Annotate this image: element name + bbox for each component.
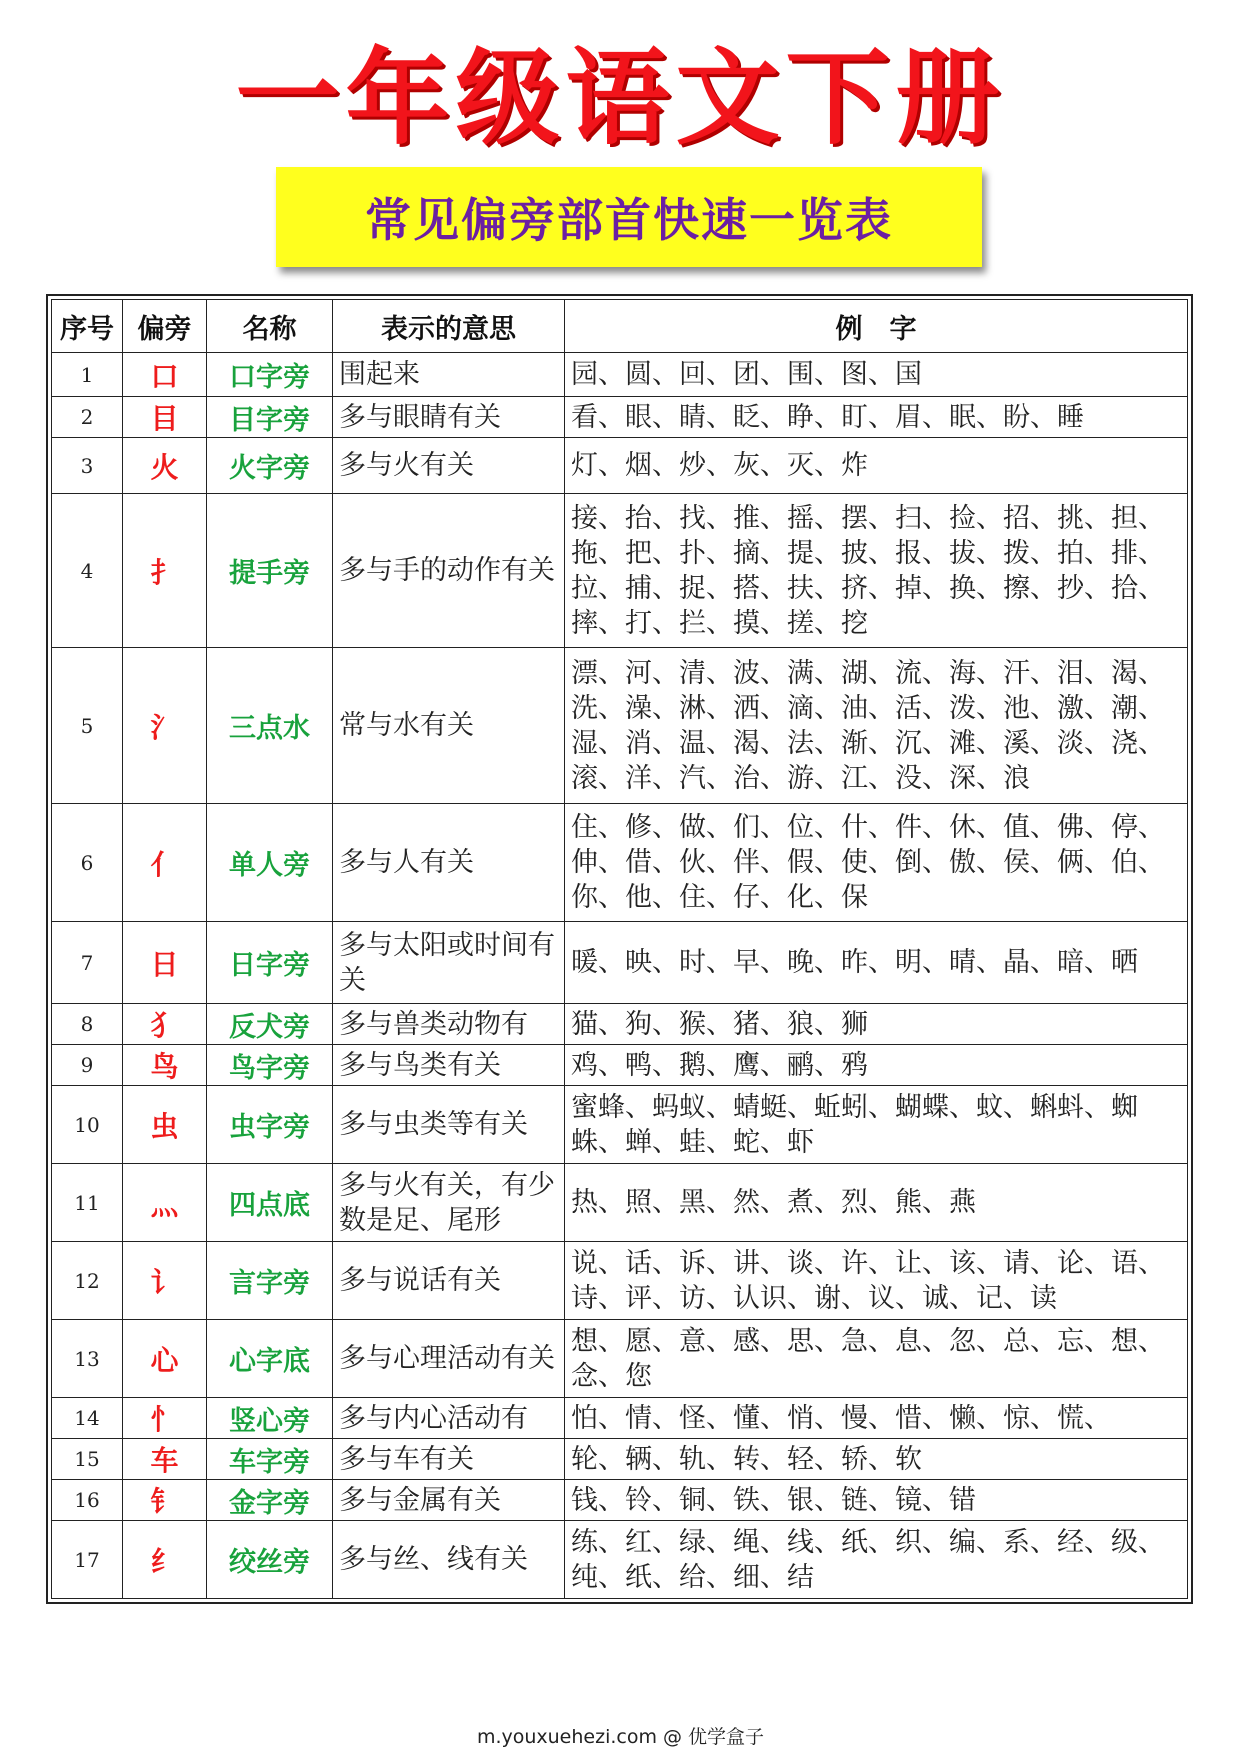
row-num: 6 [52, 804, 123, 922]
row-meaning: 多与火有关，有少数是足、尾形 [333, 1164, 565, 1242]
page-title: 一年级语文下册 [235, 37, 1006, 159]
row-num: 12 [52, 1242, 123, 1320]
row-num: 5 [52, 648, 123, 804]
row-radical: 忄 [123, 1398, 207, 1439]
row-name: 虫字旁 [207, 1086, 333, 1164]
row-examples: 说、话、诉、讲、谈、许、让、该、请、论、语、诗、评、访、认识、谢、议、诚、记、读 [565, 1242, 1188, 1320]
subtitle-banner [276, 167, 982, 267]
row-examples: 蜜蜂、蚂蚁、蜻蜓、蚯蚓、蝴蝶、蚊、蝌蚪、蜘蛛、蝉、蛙、蛇、虾 [565, 1086, 1188, 1164]
row-meaning: 多与虫类等有关 [333, 1086, 565, 1164]
row-name: 车字旁 [207, 1439, 333, 1480]
row-num: 4 [52, 494, 123, 648]
header-num: 序号 [52, 300, 123, 353]
table-row [52, 494, 1188, 648]
table-row [52, 922, 1188, 1004]
row-meaning: 多与心理活动有关 [333, 1320, 565, 1398]
row-examples: 园、圆、回、团、围、图、国 [565, 353, 1188, 397]
table-row [52, 1398, 1188, 1439]
row-name: 言字旁 [207, 1242, 333, 1320]
subtitle-text: 常见偏旁部首快速一览表 [365, 193, 893, 247]
row-name: 日字旁 [207, 922, 333, 1004]
row-num: 17 [52, 1521, 123, 1599]
table-row [52, 353, 1188, 397]
row-examples: 看、眼、睛、眨、睁、盯、眉、眠、盼、睡 [565, 397, 1188, 438]
table-row [52, 438, 1188, 494]
table-row [52, 397, 1188, 438]
row-radical: 火 [123, 438, 207, 494]
row-radical: 车 [123, 1439, 207, 1480]
row-radical: 钅 [123, 1480, 207, 1521]
row-examples-text: 漂、河、清、波、满、湖、流、海、汗、泪、渴、洗、澡、淋、洒、滴、油、活、泼、池、激、潮、湿、消、温、渴、法、渐、沉、滩、溪、淡、浇、滚、洋、汽、治、游、江、没、深、浪 [571, 657, 1165, 794]
row-num: 10 [52, 1086, 123, 1164]
row-meaning: 多与太阳或时间有关 [333, 922, 565, 1004]
row-num: 1 [52, 353, 123, 397]
table-row [52, 1086, 1188, 1164]
row-radical: 目 [123, 397, 207, 438]
row-examples: 热、照、黑、然、煮、烈、熊、燕 [565, 1164, 1188, 1242]
table-row [52, 1521, 1188, 1599]
row-meaning: 常与水有关 [333, 648, 565, 804]
row-meaning: 围起来 [333, 353, 565, 397]
table-row [52, 1242, 1188, 1320]
row-num: 13 [52, 1320, 123, 1398]
row-meaning: 多与眼睛有关 [333, 397, 565, 438]
row-name: 竖心旁 [207, 1398, 333, 1439]
row-num: 14 [52, 1398, 123, 1439]
row-radical: 亻 [123, 804, 207, 922]
row-meaning: 多与鸟类有关 [333, 1045, 565, 1086]
row-radical: 氵 [123, 648, 207, 804]
row-meaning: 多与内心活动有 [333, 1398, 565, 1439]
row-name: 绞丝旁 [207, 1521, 333, 1599]
row-num: 15 [52, 1439, 123, 1480]
row-radical: 虫 [123, 1086, 207, 1164]
row-examples: 鸡、鸭、鹅、鹰、鹂、鸦 [565, 1045, 1188, 1086]
row-name: 目字旁 [207, 397, 333, 438]
row-meaning: 多与人有关 [333, 804, 565, 922]
table-row [52, 804, 1188, 922]
table-row [52, 1004, 1188, 1045]
table-row [52, 1164, 1188, 1242]
row-radical: 口 [123, 353, 207, 397]
row-name: 金字旁 [207, 1480, 333, 1521]
row-name: 四点底 [207, 1164, 333, 1242]
row-examples: 怕、情、怪、懂、悄、慢、惜、懒、惊、慌、 [565, 1398, 1188, 1439]
row-examples: 轮、辆、轨、转、轻、轿、软 [565, 1439, 1188, 1480]
table-row [52, 1320, 1188, 1398]
row-name: 口字旁 [207, 353, 333, 397]
table-row [52, 648, 1188, 804]
row-radical: 灬 [123, 1164, 207, 1242]
row-name: 单人旁 [207, 804, 333, 922]
row-radical: 鸟 [123, 1045, 207, 1086]
row-num: 8 [52, 1004, 123, 1045]
row-name: 心字底 [207, 1320, 333, 1398]
row-examples: 钱、铃、铜、铁、银、链、镜、错 [565, 1480, 1188, 1521]
header-examples: 例 字 [565, 300, 1188, 353]
row-radical: 扌 [123, 494, 207, 648]
row-num: 3 [52, 438, 123, 494]
row-examples: 猫、狗、猴、猪、狼、狮 [565, 1004, 1188, 1045]
row-num: 7 [52, 922, 123, 1004]
table-row [52, 1480, 1188, 1521]
row-meaning: 多与说话有关 [333, 1242, 565, 1320]
row-meaning: 多与金属有关 [333, 1480, 565, 1521]
row-name: 提手旁 [207, 494, 333, 648]
row-meaning: 多与火有关 [333, 438, 565, 494]
row-examples [565, 648, 1188, 804]
row-radical: 日 [123, 922, 207, 1004]
row-name: 火字旁 [207, 438, 333, 494]
header-meaning: 表示的意思 [333, 300, 565, 353]
header-radical: 偏旁 [123, 300, 207, 353]
row-radical: 心 [123, 1320, 207, 1398]
row-name: 鸟字旁 [207, 1045, 333, 1086]
radical-table [51, 299, 1188, 1599]
row-num: 2 [52, 397, 123, 438]
header-name: 名称 [207, 300, 333, 353]
row-num: 9 [52, 1045, 123, 1086]
row-examples: 想、愿、意、感、思、急、息、忽、总、忘、想、念、您 [565, 1320, 1188, 1398]
row-examples: 暖、映、时、早、晚、昨、明、晴、晶、暗、晒 [565, 922, 1188, 1004]
row-meaning: 多与车有关 [333, 1439, 565, 1480]
row-examples: 练、红、绿、绳、线、纸、织、编、系、经、级、纯、纸、给、细、结 [565, 1521, 1188, 1599]
row-radical: 犭 [123, 1004, 207, 1045]
row-examples: 住、修、做、们、位、什、件、休、值、佛、停、伸、借、伙、伴、假、使、倒、傲、侯、俩、伯、你、他、住、仔、化、保 [565, 804, 1188, 922]
row-meaning: 多与手的动作有关 [333, 494, 565, 648]
radical-table-frame [46, 294, 1193, 1604]
row-examples: 接、抬、找、推、摇、摆、扫、捡、招、挑、担、拖、把、扑、摘、提、披、报、拔、拨、拍、排、拉、捕、捉、搭、扶、挤、掉、换、擦、抄、拾、摔、打、拦、摸、搓、挖 [565, 494, 1188, 648]
table-row [52, 1439, 1188, 1480]
row-name: 反犬旁 [207, 1004, 333, 1045]
footer-source: m.youxuehezi.com @ 优学盒子 [476, 1726, 765, 1748]
table-row [52, 1045, 1188, 1086]
row-radical: 讠 [123, 1242, 207, 1320]
row-examples: 灯、烟、炒、灰、灭、炸 [565, 438, 1188, 494]
row-name: 三点水 [207, 648, 333, 804]
row-num: 11 [52, 1164, 123, 1242]
table-header-row [52, 300, 1188, 353]
row-num: 16 [52, 1480, 123, 1521]
row-meaning: 多与兽类动物有 [333, 1004, 565, 1045]
row-meaning: 多与丝、线有关 [333, 1521, 565, 1599]
row-radical: 纟 [123, 1521, 207, 1599]
